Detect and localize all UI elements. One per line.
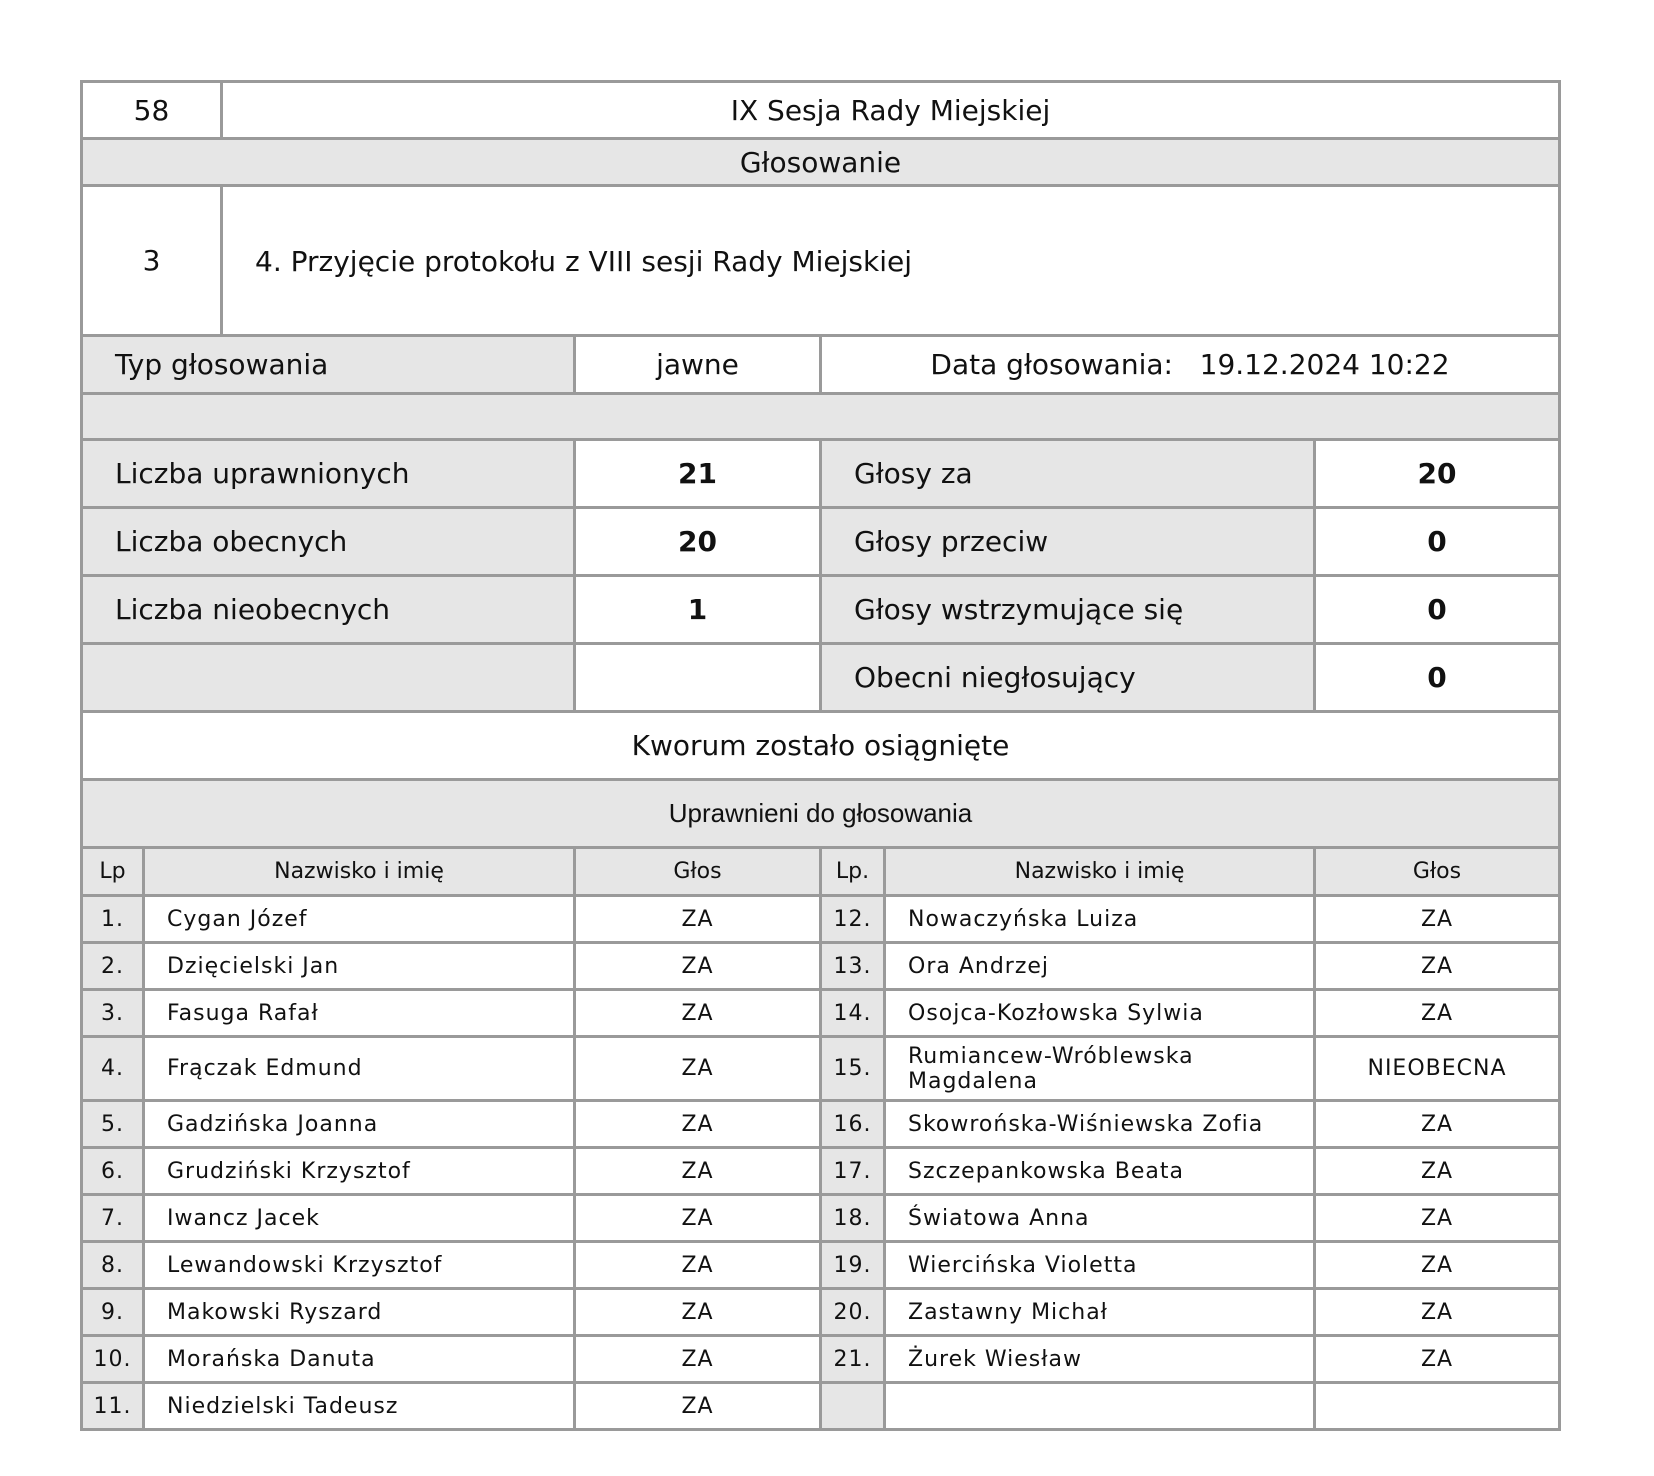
- voter-number-right: 17.: [821, 1148, 885, 1195]
- votes-abstain-value: 0: [1315, 576, 1560, 644]
- voter-vote-left: ZA: [575, 1336, 821, 1383]
- voter-vote-right: ZA: [1315, 943, 1560, 990]
- votes-against-value: 0: [1315, 508, 1560, 576]
- vote-type-value: jawne: [575, 336, 821, 394]
- table-row: [82, 896, 1560, 943]
- table-row: [82, 943, 1560, 990]
- voter-name-right: Wiercińska Violetta: [885, 1242, 1315, 1289]
- present-label: Liczba obecnych: [82, 508, 575, 576]
- voter-vote-right: ZA: [1315, 1195, 1560, 1242]
- voter-name-left: Frączak Edmund: [144, 1037, 575, 1101]
- column-header-vote-right: Głos: [1315, 848, 1560, 896]
- present-nonvoting-value: 0: [1315, 644, 1560, 712]
- voter-vote-left: ZA: [575, 896, 821, 943]
- table-row: [82, 1101, 1560, 1148]
- voter-number-right: 13.: [821, 943, 885, 990]
- voter-number-left: 9.: [82, 1289, 144, 1336]
- voter-number-left: 10.: [82, 1336, 144, 1383]
- agenda-item-title: 4. Przyjęcie protokołu z VIII sesji Rady Miejskiej: [222, 186, 1560, 336]
- voter-vote-right: ZA: [1315, 990, 1560, 1037]
- section-label: Głosowanie: [82, 139, 1560, 186]
- voter-number-right: [821, 1383, 885, 1430]
- empty-stat-label: [82, 644, 575, 712]
- voter-number-left: 1.: [82, 896, 144, 943]
- voter-name-right: Szczepankowska Beata: [885, 1148, 1315, 1195]
- stats-table: [80, 438, 1561, 713]
- absent-value: 1: [575, 576, 821, 644]
- voter-number-right: 19.: [821, 1242, 885, 1289]
- vote-date-value: 19.12.2024 10:22: [1199, 348, 1450, 381]
- voter-number-left: 2.: [82, 943, 144, 990]
- present-nonvoting-label: Obecni niegłosujący: [821, 644, 1315, 712]
- voters-table: [80, 846, 1561, 1431]
- voter-number-right: 20.: [821, 1289, 885, 1336]
- voter-vote-left: ZA: [575, 1195, 821, 1242]
- present-value: 20: [575, 508, 821, 576]
- vote-type-label: Typ głosowania: [82, 336, 575, 394]
- voter-vote-left: ZA: [575, 1383, 821, 1430]
- voter-number-left: 3.: [82, 990, 144, 1037]
- table-row: [82, 990, 1560, 1037]
- voter-number-left: 7.: [82, 1195, 144, 1242]
- voter-name-right: Nowaczyńska Luiza: [885, 896, 1315, 943]
- table-row: [82, 1383, 1560, 1430]
- voter-vote-right: [1315, 1383, 1560, 1430]
- table-row: [82, 1242, 1560, 1289]
- vote-date-cell: [821, 336, 1560, 394]
- voter-number-right: 16.: [821, 1101, 885, 1148]
- votes-for-label: Głosy za: [821, 440, 1315, 508]
- voter-vote-right: ZA: [1315, 896, 1560, 943]
- session-number: 58: [82, 82, 222, 139]
- voter-vote-left: ZA: [575, 1101, 821, 1148]
- voting-record-document: [80, 80, 1561, 1431]
- voter-vote-left: ZA: [575, 1148, 821, 1195]
- entitled-value: 21: [575, 440, 821, 508]
- voter-vote-right: NIEOBECNA: [1315, 1037, 1560, 1101]
- voter-name-left: Grudziński Krzysztof: [144, 1148, 575, 1195]
- empty-stat-value: [575, 644, 821, 712]
- quorum-table: [80, 710, 1561, 849]
- column-header-name-left: Nazwisko i imię: [144, 848, 575, 896]
- voter-rows: [82, 896, 1560, 1430]
- voter-name-left: Iwancz Jacek: [144, 1195, 575, 1242]
- voter-vote-right: ZA: [1315, 1336, 1560, 1383]
- column-header-lp-left: Lp: [82, 848, 144, 896]
- absent-label: Liczba nieobecnych: [82, 576, 575, 644]
- voter-name-right: Osojca-Kozłowska Sylwia: [885, 990, 1315, 1037]
- votes-against-label: Głosy przeciw: [821, 508, 1315, 576]
- voter-name-right: Światowa Anna: [885, 1195, 1315, 1242]
- voter-number-left: 4.: [82, 1037, 144, 1101]
- voter-number-right: 14.: [821, 990, 885, 1037]
- agenda-item-number: 3: [82, 186, 222, 336]
- voter-name-right: Rumiancew-Wróblewska Magdalena: [885, 1037, 1315, 1101]
- voter-number-left: 8.: [82, 1242, 144, 1289]
- voter-vote-right: ZA: [1315, 1289, 1560, 1336]
- table-row: [82, 1336, 1560, 1383]
- voter-name-left: Niedzielski Tadeusz: [144, 1383, 575, 1430]
- table-row: [82, 1289, 1560, 1336]
- voter-number-left: 5.: [82, 1101, 144, 1148]
- voter-vote-left: ZA: [575, 990, 821, 1037]
- column-header-lp-right: Lp.: [821, 848, 885, 896]
- voter-number-right: 12.: [821, 896, 885, 943]
- voter-name-left: Lewandowski Krzysztof: [144, 1242, 575, 1289]
- column-header-vote-left: Głos: [575, 848, 821, 896]
- voter-name-left: Dzięcielski Jan: [144, 943, 575, 990]
- voter-number-right: 18.: [821, 1195, 885, 1242]
- voter-number-right: 21.: [821, 1336, 885, 1383]
- voter-name-left: Morańska Danuta: [144, 1336, 575, 1383]
- voter-name-right: Żurek Wiesław: [885, 1336, 1315, 1383]
- voter-vote-right: ZA: [1315, 1242, 1560, 1289]
- voter-vote-left: ZA: [575, 1037, 821, 1101]
- table-row: [82, 1037, 1560, 1101]
- voter-vote-right: ZA: [1315, 1148, 1560, 1195]
- voter-name-left: Cygan Józef: [144, 896, 575, 943]
- voter-vote-right: ZA: [1315, 1101, 1560, 1148]
- spacer-row: [82, 394, 1560, 440]
- session-title: IX Sesja Rady Miejskiej: [222, 82, 1560, 139]
- voter-number-left: 6.: [82, 1148, 144, 1195]
- voter-name-right: Ora Andrzej: [885, 943, 1315, 990]
- voter-name-right: Skowrońska-Wiśniewska Zofia: [885, 1101, 1315, 1148]
- vote-date-label: Data głosowania:: [930, 348, 1173, 381]
- voter-name-left: Gadzińska Joanna: [144, 1101, 575, 1148]
- voter-name-left: Fasuga Rafał: [144, 990, 575, 1037]
- votes-abstain-label: Głosy wstrzymujące się: [821, 576, 1315, 644]
- voter-number-right: 15.: [821, 1037, 885, 1101]
- quorum-status: Kworum zostało osiągnięte: [82, 712, 1560, 780]
- voter-vote-left: ZA: [575, 1289, 821, 1336]
- voter-vote-left: ZA: [575, 1242, 821, 1289]
- voter-number-left: 11.: [82, 1383, 144, 1430]
- entitled-label: Liczba uprawnionych: [82, 440, 575, 508]
- voter-name-left: Makowski Ryszard: [144, 1289, 575, 1336]
- voters-section-title: Uprawnieni do głosowania: [82, 780, 1560, 848]
- voter-vote-left: ZA: [575, 943, 821, 990]
- header-table: [80, 80, 1561, 337]
- voters-header-row: [82, 848, 1560, 896]
- voter-name-right: [885, 1383, 1315, 1430]
- votes-for-value: 20: [1315, 440, 1560, 508]
- voter-name-right: Zastawny Michał: [885, 1289, 1315, 1336]
- table-row: [82, 1195, 1560, 1242]
- column-header-name-right: Nazwisko i imię: [885, 848, 1315, 896]
- vote-info-table: [80, 334, 1561, 441]
- table-row: [82, 1148, 1560, 1195]
